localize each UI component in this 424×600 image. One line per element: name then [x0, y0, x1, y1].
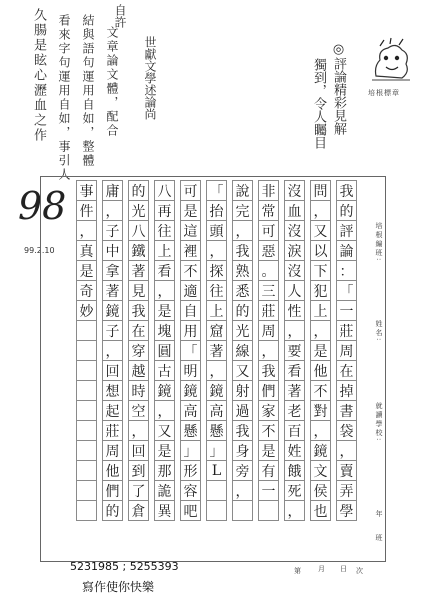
essay-cell: 是 — [180, 200, 201, 221]
essay-cell: 事 — [76, 180, 97, 201]
essay-cell: ， — [206, 360, 227, 381]
teacher-comment-2: 看來字句運用自如，事引人 — [57, 14, 71, 182]
essay-cell: 適 — [180, 280, 201, 301]
essay-cell: ， — [154, 400, 175, 421]
essay-cell: 周 — [258, 320, 279, 341]
essay-cell: 過 — [232, 400, 253, 421]
stamp-caption: 培根標章 — [368, 89, 400, 97]
essay-cell: 我 — [128, 300, 149, 321]
essay-cell: 鏡 — [206, 380, 227, 401]
essay-cell: 「 — [336, 280, 357, 301]
essay-cell: 又 — [232, 360, 253, 381]
essay-cell: 「 — [206, 180, 227, 201]
essay-cell: 上 — [154, 240, 175, 261]
essay-cell: 鏡 — [310, 440, 331, 461]
essay-cell: 不 — [258, 420, 279, 441]
essay-cell — [76, 480, 97, 501]
essay-cell: 高 — [180, 400, 201, 421]
label-month: 月 — [318, 565, 325, 573]
essay-cell: 們 — [258, 380, 279, 401]
essay-cell: 是 — [76, 260, 97, 281]
essay-cell: 評 — [336, 220, 357, 241]
essay-cell: 要 — [284, 340, 305, 361]
essay-cell: 我 — [336, 180, 357, 201]
essay-cell: 莊 — [336, 320, 357, 341]
label-grade: 年 — [375, 510, 383, 519]
essay-cell: 用 — [180, 320, 201, 341]
essay-cell: 」 — [206, 440, 227, 461]
essay-cell: 光 — [128, 200, 149, 221]
essay-cell: 抬 — [206, 200, 227, 221]
teacher-comment-5: 自許 — [113, 4, 127, 28]
essay-cell: 懸 — [206, 420, 227, 441]
essay-cell: 沒 — [284, 220, 305, 241]
essay-cell: 以 — [310, 240, 331, 261]
essay-cell: ， — [310, 200, 331, 221]
reviewer-comment-2: ◎評論精彩見解 — [331, 42, 346, 135]
essay-cell: 時 — [128, 380, 149, 401]
essay-cell: 人 — [284, 280, 305, 301]
essay-cell — [206, 500, 227, 521]
essay-cell: 的 — [102, 500, 123, 521]
essay-cell: 莊 — [102, 420, 123, 441]
essay-column — [336, 180, 357, 520]
essay-cell — [258, 500, 279, 521]
essay-cell: ， — [232, 480, 253, 501]
essay-cell: 著 — [128, 260, 149, 281]
essay-cell: 懸 — [180, 420, 201, 441]
essay-cell: ： — [336, 260, 357, 281]
essay-cell: 也 — [310, 500, 331, 521]
essay-cell: 對 — [310, 400, 331, 421]
essay-cell: 旁 — [232, 460, 253, 481]
essay-cell — [76, 420, 97, 441]
essay-cell: 他 — [102, 460, 123, 481]
essay-cell: 鏡 — [102, 300, 123, 321]
label-term: 第 — [294, 567, 301, 575]
essay-cell: 可 — [258, 220, 279, 241]
essay-cell: 容 — [180, 480, 201, 501]
essay-cell: 袋 — [336, 420, 357, 441]
reviewer-comment-1: 世獻文學述論尚 — [143, 36, 157, 120]
essay-cell: 一 — [336, 300, 357, 321]
essay-cell: 莊 — [258, 300, 279, 321]
essay-cell: L — [206, 460, 227, 481]
essay-cell — [206, 480, 227, 501]
essay-cell: 周 — [102, 440, 123, 461]
essay-cell: 自 — [180, 300, 201, 321]
essay-cell: 可 — [180, 180, 201, 201]
essay-cell: 有 — [258, 460, 279, 481]
essay-cell: 」 — [180, 440, 201, 461]
essay-column — [232, 180, 253, 520]
essay-cell: 往 — [154, 220, 175, 241]
footer-phone: 5231985 ; 5255393 — [70, 560, 179, 573]
essay-cell: 死 — [284, 480, 305, 501]
essay-cell: 異 — [154, 500, 175, 521]
essay-cell: 惡 — [258, 240, 279, 261]
essay-cell — [76, 340, 97, 361]
essay-cell: 古 — [154, 360, 175, 381]
essay-cell: 看 — [284, 360, 305, 381]
essay-cell: 圓 — [154, 340, 175, 361]
date-note: 99.2.10 — [24, 246, 55, 255]
essay-cell: 裡 — [180, 240, 201, 261]
essay-cell: 形 — [180, 460, 201, 481]
essay-cell: 悉 — [232, 280, 253, 301]
essay-cell: 熟 — [232, 260, 253, 281]
essay-cell: 問 — [310, 180, 331, 201]
essay-cell: 見 — [128, 280, 149, 301]
essay-cell: 不 — [310, 380, 331, 401]
essay-cell: 看 — [154, 260, 175, 281]
essay-cell: 周 — [336, 340, 357, 361]
essay-cell: ， — [206, 240, 227, 261]
essay-cell: 線 — [232, 340, 253, 361]
score: 98 — [18, 184, 67, 228]
essay-cell: 著 — [284, 380, 305, 401]
essay-cell: 中 — [102, 240, 123, 261]
essay-cell: 八 — [154, 180, 175, 201]
essay-cell: 鏡 — [180, 380, 201, 401]
teacher-comment-3: 結與語句運用自如，整體 — [81, 14, 95, 168]
essay-cell: ， — [128, 420, 149, 441]
label-school: 就讀學校: — [375, 402, 383, 443]
essay-cell: 八 — [128, 220, 149, 241]
essay-cell: 真 — [76, 240, 97, 261]
essay-cell: 著 — [102, 280, 123, 301]
essay-cell: 倉 — [128, 500, 149, 521]
essay-cell: 。 — [258, 260, 279, 281]
teacher-comment-4: 文章論文體，配合 — [105, 26, 119, 138]
essay-cell: 子 — [102, 220, 123, 241]
label-class-code: 培根編班: — [375, 222, 383, 263]
essay-cell: 奇 — [76, 280, 97, 301]
essay-cell: 再 — [154, 200, 175, 221]
essay-cell: 這 — [180, 220, 201, 241]
essay-cell: 明 — [180, 360, 201, 381]
essay-cell: 姓 — [284, 440, 305, 461]
essay-column — [128, 180, 149, 520]
teacher-comment-1: 久腸是眩心瀝血之作 — [31, 8, 46, 143]
essay-cell: 是 — [258, 440, 279, 461]
essay-cell: 的 — [128, 180, 149, 201]
essay-cell: 往 — [206, 280, 227, 301]
essay-cell: 到 — [128, 460, 149, 481]
essay-cell — [76, 460, 97, 481]
essay-cell: 常 — [258, 200, 279, 221]
essay-cell: 吧 — [180, 500, 201, 521]
essay-cell — [76, 500, 97, 521]
essay-cell — [76, 320, 97, 341]
essay-cell: 鏡 — [154, 380, 175, 401]
essay-cell: 在 — [336, 360, 357, 381]
essay-cell: 了 — [128, 480, 149, 501]
essay-cell: 沒 — [284, 260, 305, 281]
essay-cell: ， — [154, 280, 175, 301]
essay-cell: 回 — [128, 440, 149, 461]
stamp-illustration — [366, 36, 416, 86]
essay-cell: 賣 — [336, 460, 357, 481]
essay-cell: 我 — [258, 360, 279, 381]
essay-cell: 弄 — [336, 480, 357, 501]
essay-cell: 們 — [102, 480, 123, 501]
essay-cell: 探 — [206, 260, 227, 281]
essay-cell: 三 — [258, 280, 279, 301]
essay-cell: 塊 — [154, 320, 175, 341]
essay-cell: 件 — [76, 200, 97, 221]
essay-cell: 不 — [180, 260, 201, 281]
essay-column — [154, 180, 175, 520]
essay-cell: ， — [310, 320, 331, 341]
essay-cell: 我 — [232, 420, 253, 441]
label-day: 日 — [340, 565, 347, 573]
essay-cell — [76, 400, 97, 421]
essay-cell: 高 — [206, 400, 227, 421]
essay-cell: 穿 — [128, 340, 149, 361]
essay-cell: 一 — [258, 480, 279, 501]
essay-cell: 是 — [154, 300, 175, 321]
essay-cell: 下 — [310, 260, 331, 281]
essay-cell: 妙 — [76, 300, 97, 321]
essay-cell: 上 — [310, 300, 331, 321]
essay-cell: 淚 — [284, 240, 305, 261]
essay-cell: 在 — [128, 320, 149, 341]
essay-cell: 說 — [232, 180, 253, 201]
essay-cell: ， — [102, 340, 123, 361]
essay-cell: 光 — [232, 320, 253, 341]
essay-column — [180, 180, 201, 520]
essay-cell: 那 — [154, 460, 175, 481]
essay-cell: 他 — [310, 360, 331, 381]
essay-cell: ， — [310, 420, 331, 441]
essay-cell: 拿 — [102, 260, 123, 281]
essay-column — [102, 180, 123, 520]
essay-cell: ， — [76, 220, 97, 241]
essay-cell: 著 — [206, 340, 227, 361]
essay-cell: 是 — [154, 440, 175, 461]
essay-cell: 百 — [284, 420, 305, 441]
essay-cell: 子 — [102, 320, 123, 341]
essay-column — [76, 180, 97, 520]
essay-column — [206, 180, 227, 520]
label-class: 班 — [375, 534, 383, 543]
essay-cell: 身 — [232, 440, 253, 461]
essay-cell: 回 — [102, 360, 123, 381]
essay-cell: 論 — [336, 240, 357, 261]
essay-cell — [76, 440, 97, 461]
essay-cell: 犯 — [310, 280, 331, 301]
essay-cell: 射 — [232, 380, 253, 401]
essay-cell: 窟 — [206, 320, 227, 341]
essay-cell: 沒 — [284, 180, 305, 201]
essay-cell: 又 — [154, 420, 175, 441]
essay-cell: 鐵 — [128, 240, 149, 261]
essay-column — [284, 180, 305, 520]
essay-cell: ， — [102, 200, 123, 221]
essay-cell: 學 — [336, 500, 357, 521]
essay-cell: 掉 — [336, 380, 357, 401]
essay-cell: 家 — [258, 400, 279, 421]
essay-cell: 文 — [310, 460, 331, 481]
essay-cell: 完 — [232, 200, 253, 221]
essay-cell: ， — [284, 500, 305, 521]
essay-cell: 書 — [336, 400, 357, 421]
essay-cell — [232, 500, 253, 521]
essay-cell: 又 — [310, 220, 331, 241]
essay-cell: 空 — [128, 400, 149, 421]
essay-cell: ， — [258, 340, 279, 361]
essay-cell: 侯 — [310, 480, 331, 501]
essay-cell: 的 — [336, 200, 357, 221]
essay-cell: 是 — [310, 340, 331, 361]
essay-cell: 詭 — [154, 480, 175, 501]
reviewer-comment-3: 獨到，令人矚目 — [311, 58, 326, 149]
essay-cell: ， — [232, 220, 253, 241]
essay-cell — [76, 380, 97, 401]
essay-cell: 餓 — [284, 460, 305, 481]
label-times: 次 — [356, 567, 363, 575]
essay-cell: 庸 — [102, 180, 123, 201]
essay-cell: 起 — [102, 400, 123, 421]
essay-cell: 老 — [284, 400, 305, 421]
essay-cell: 我 — [232, 240, 253, 261]
essay-cell: 上 — [206, 300, 227, 321]
essay-cell: 想 — [102, 380, 123, 401]
essay-cell: 的 — [232, 300, 253, 321]
essay-cell: 非 — [258, 180, 279, 201]
essay-cell — [76, 360, 97, 381]
essay-cell: 性 — [284, 300, 305, 321]
essay-cell: 越 — [128, 360, 149, 381]
label-name: 姓名: — [375, 320, 383, 343]
essay-cell: ， — [284, 320, 305, 341]
footer-slogan: 寫作使你快樂 — [82, 580, 155, 594]
essay-column — [258, 180, 279, 520]
essay-cell: ， — [336, 440, 357, 461]
essay-cell: 頭 — [206, 220, 227, 241]
essay-column — [310, 180, 331, 520]
essay-cell: 血 — [284, 200, 305, 221]
essay-cell: 「 — [180, 340, 201, 361]
